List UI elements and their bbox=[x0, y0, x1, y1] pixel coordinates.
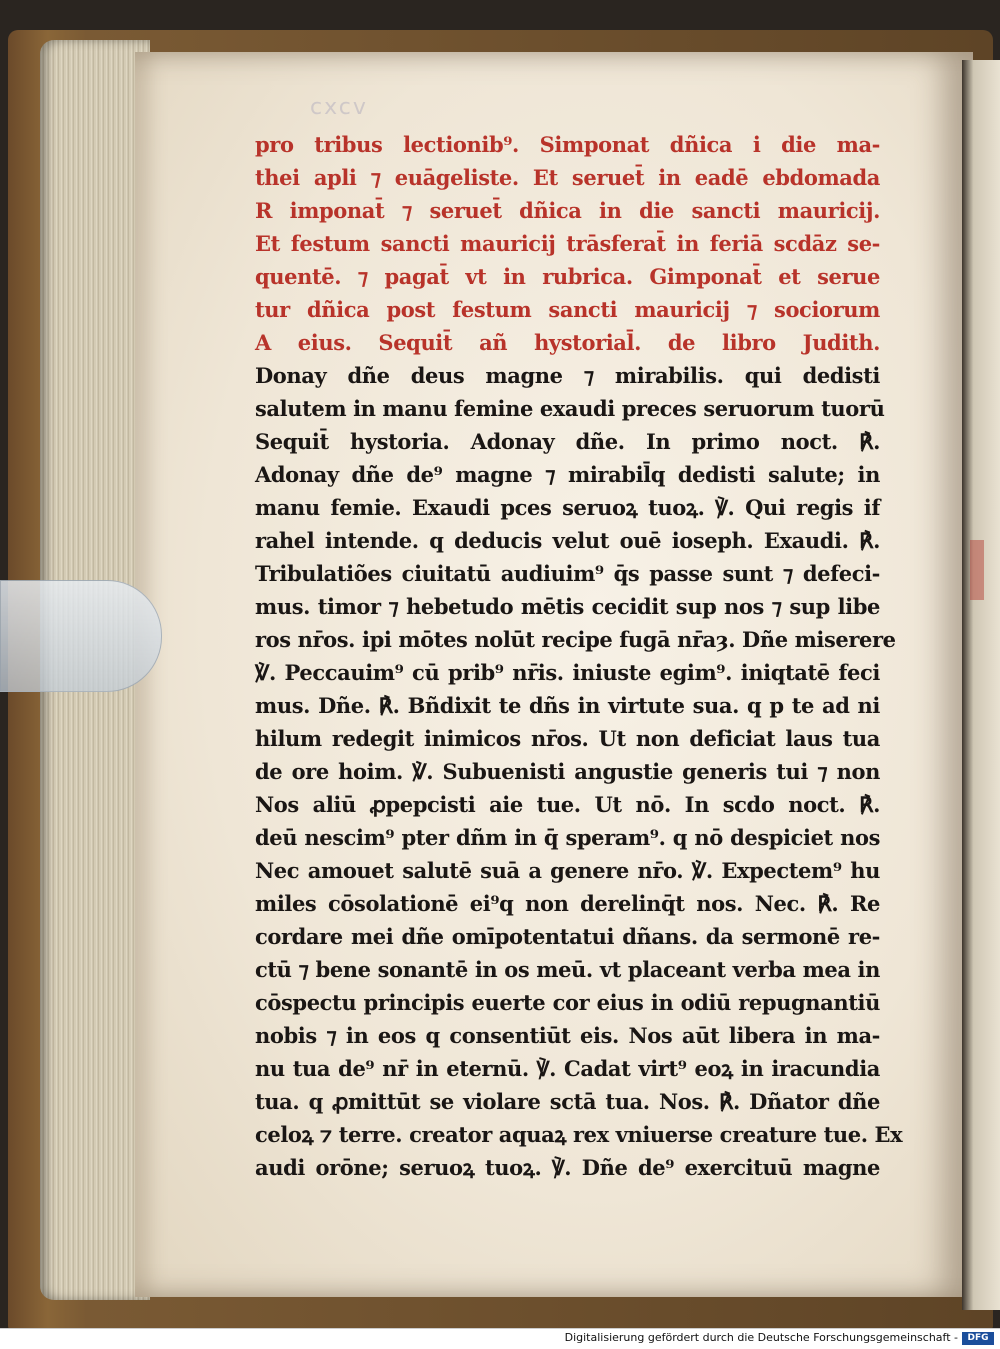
text-line: thei apli ⁊ euāgeliste. Et seruet̄ in eadē ebdomada bbox=[255, 165, 880, 190]
dfg-logo: DFG bbox=[962, 1332, 994, 1345]
plastic-clip bbox=[0, 580, 162, 692]
text-line: ctū ⁊ bene sonantē in os meū. vt placeant verba mea in bbox=[255, 957, 880, 982]
text-line: quentē. ⁊ pagat̄ vt in rubrica. Gimponat̄ et serue bbox=[255, 264, 880, 289]
folio-number: cxcv bbox=[310, 95, 368, 120]
text-line: A eius. Sequit̄ añ hystorial̄. de libro Judith. bbox=[255, 330, 880, 355]
text-line: cōspectu principis euerte cor eius in odiū repugnantiū bbox=[255, 990, 880, 1015]
text-line: mus. Dñe. ℟. Bñdixit te dñs in virtute sua. q p te ad ni bbox=[255, 693, 880, 718]
text-line: tua. q ꝓmittūt se violare sctā tua. Nos. ℟. Dñator dñe bbox=[255, 1089, 880, 1114]
text-block bbox=[255, 128, 903, 1184]
facing-page-edge bbox=[962, 60, 1000, 1310]
text-line: ros nr̄os. ipi mōtes nolūt recipe fugā nr̄aȝ. Dñe miserere bbox=[255, 627, 896, 652]
text-line: mus. timor ⁊ hebetudo mētis cecidit sup nos ⁊ sup libe bbox=[255, 594, 880, 619]
text-line: Nos aliū ꝓpepcisti aie tue. Ut nō. In scdo noct. ℟. bbox=[255, 792, 880, 817]
text-line: manu femie. Exaudi pces seruoꝝ tuoꝝ. ℣. Qui regis if bbox=[255, 495, 880, 520]
text-line: rahel intende. q deducis velut ouē ioseph. Exaudi. ℟. bbox=[255, 528, 880, 553]
text-line: cordare mei dñe omīpotentatui dñans. da sermonē re- bbox=[255, 924, 880, 949]
text-line: audi orōne; seruoꝝ tuoꝝ. ℣. Dñe de⁹ exercituū magne bbox=[255, 1155, 880, 1180]
text-line: hilum redegit inimicos nr̄os. Ut non deficiat laus tua bbox=[255, 726, 880, 751]
text-line: salutem in manu femine exaudi preces seruorum tuorū bbox=[255, 396, 885, 421]
text-line: miles cōsolationē ei⁹q non derelinq̄t nos. Nec. ℟. Re bbox=[255, 891, 880, 916]
footer-credit: Digitalisierung gefördert durch die Deutsche Forschungsgemeinschaft - bbox=[564, 1331, 958, 1344]
text-line: R imponat̄ ⁊ seruet̄ dñica in die sancti mauricij. bbox=[255, 198, 880, 223]
facing-page-rubric-mark bbox=[970, 540, 984, 600]
text-line: tur dñica post festum sancti mauricij ⁊ sociorum bbox=[255, 297, 880, 322]
text-line: nobis ⁊ in eos q consentiūt eis. Nos aūt libera in ma- bbox=[255, 1023, 880, 1048]
text-line: de ore hoim. ℣. Subuenisti angustie generis tui ⁊ non bbox=[255, 759, 880, 784]
text-line: Donay dñe deus magne ⁊ mirabilis. qui dedisti bbox=[255, 363, 880, 388]
text-line: Sequit̄ hystoria. Adonay dñe. In primo noct. ℟. bbox=[255, 429, 880, 454]
text-line: ℣. Peccauim⁹ cū prib⁹ nr̄is. iniuste egim⁹. iniqtatē feci bbox=[255, 660, 880, 685]
text-line: pro tribus lectionib⁹. Simponat dñica i die ma- bbox=[255, 132, 880, 157]
text-line: celoꝝ ⁊ terre. creator aquaꝝ rex vniuerse creature tue. Ex bbox=[255, 1122, 903, 1147]
footer-bar bbox=[0, 1328, 1000, 1349]
text-line: nu tua de⁹ nr̄ in eternū. ℣. Cadat virt⁹ eoꝝ in iracundia bbox=[255, 1056, 880, 1081]
text-line: Tribulatiões ciuitatū audiuim⁹ q̄s passe sunt ⁊ defeci- bbox=[255, 561, 880, 586]
text-line: Adonay dñe de⁹ magne ⁊ mirabil̄q dedisti salute; in bbox=[255, 462, 880, 487]
text-line: Et festum sancti mauricij trāsferat̄ in feriā scdāz se- bbox=[255, 231, 880, 256]
text-line: Nec amouet salutē suā a genere nr̄o. ℣. Expectem⁹ hu bbox=[255, 858, 880, 883]
text-line: deū nescim⁹ pter dñm in q̄ speram⁹. q nō despiciet nos bbox=[255, 825, 880, 850]
